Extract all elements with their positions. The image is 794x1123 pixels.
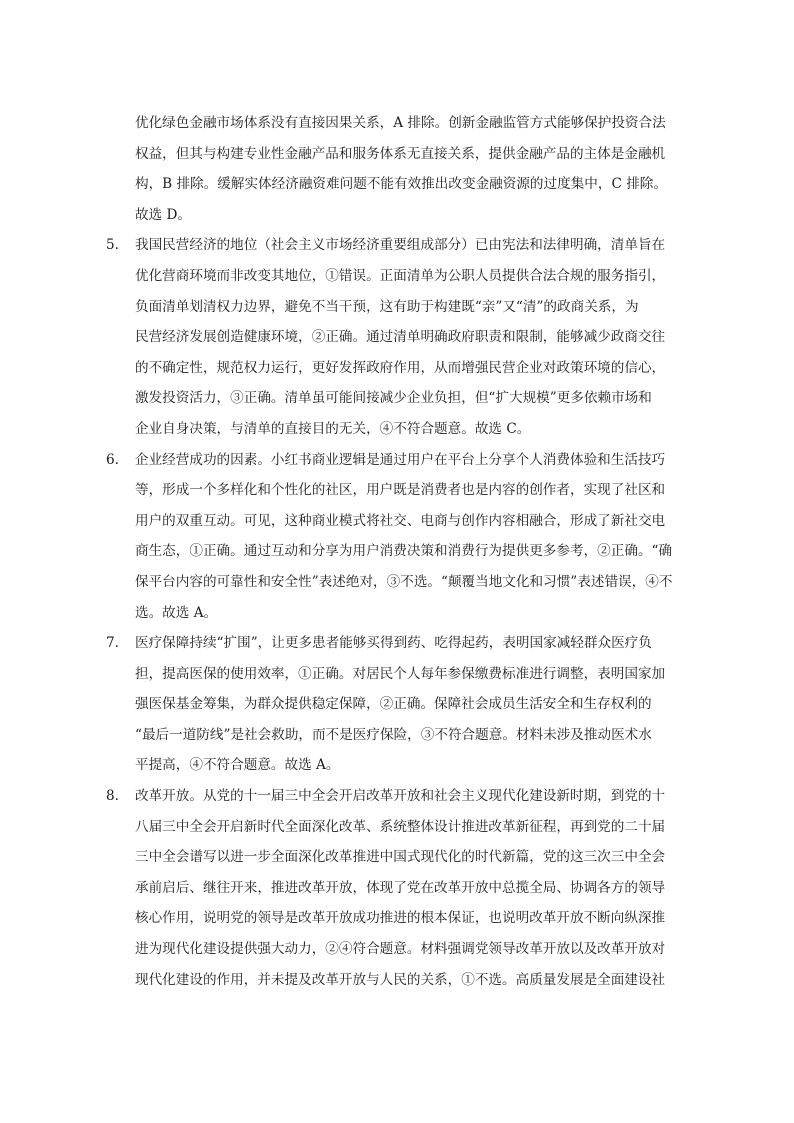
text-line: “最后一道防线”是社会救助，而不是医疗保险，③不符合题意。材料未涉及推动医术水 xyxy=(135,726,652,743)
item-number: 6. xyxy=(106,451,119,468)
item-number: 8. xyxy=(106,788,119,805)
text-line: 进为现代化建设提供强大动力，②④符合题意。材料强调党领导改革开放以及改革开放对 xyxy=(135,941,666,958)
text-line: 改革开放。从党的十一届三中全会开启改革开放和社会主义现代化建设新时期，到党的十 xyxy=(135,788,666,805)
text-line: 构，B 排除。缓解实体经济融资难问题不能有效推出改变金融资源的过度集中，C 排除。 xyxy=(135,176,667,193)
continuation-paragraph xyxy=(106,108,686,230)
text-line: 企业自身决策，与清单的直接目的无关，④不符合题意。故选 C。 xyxy=(135,420,531,437)
text-line: 故选 D。 xyxy=(135,206,192,223)
text-line: 优化绿色金融市场体系没有直接因果关系，A 排除。创新金融监管方式能够保护投资合法 xyxy=(135,115,666,131)
answer-text-body xyxy=(106,108,686,995)
item-number: 7. xyxy=(106,635,119,652)
text-line: 选。故选 A。 xyxy=(135,604,218,621)
text-line: 我国民营经济的地位（社会主义市场经济重要组成部分）已由宪法和法律明确，清单旨在 xyxy=(135,237,666,254)
text-line: 强医保基金筹集，为群众提供稳定保障，②正确。保障社会成员生活安全和生存权利的 xyxy=(135,696,652,713)
answer-item xyxy=(106,445,686,629)
text-line: 现代化建设的作用，并未提及改革开放与人民的关系，①不选。高质量发展是全面建设社 xyxy=(135,971,666,988)
text-line: 等，形成一个多样化和个性化的社区，用户既是消费者也是内容的创作者，实现了社区和 xyxy=(135,482,666,499)
answer-item xyxy=(106,781,686,995)
text-line: 民营经济发展创造健康环境，②正确。通过清单明确政府职责和限制，能够减少政商交往 xyxy=(135,329,666,346)
text-line: 三中全会谱写以进一步全面深化改革推进中国式现代化的时代新篇，党的这三次三中全会 xyxy=(135,849,666,866)
answer-item xyxy=(106,230,686,444)
text-line: 负面清单划清权力边界，避免不当干预，这有助于构建既“亲”又“清”的政商关系，为 xyxy=(135,298,639,315)
text-line: 平提高，④不符合题意。故选 A。 xyxy=(135,757,340,774)
text-line: 企业经营成功的因素。小红书商业逻辑是通过用户在平台上分享个人消费体验和生活技巧 xyxy=(135,451,666,468)
text-line: 核心作用，说明党的领导是改革开放成功推进的根本保证，也说明改革开放不断向纵深推 xyxy=(135,910,666,927)
text-line: 优化营商环境而非改变其地位，①错误。正面清单为公职人员提供合法合规的服务指引， xyxy=(135,267,666,284)
text-line: 医疗保障持续“扩围”，让更多患者能够买得到药、吃得起药，表明国家减轻群众医疗负 xyxy=(135,635,652,652)
text-line: 的不确定性，规范权力运行，更好发挥政府作用，从而增强民营企业对政策环境的信心， xyxy=(135,359,666,376)
text-line: 用户的双重互动。可见，这种商业模式将社交、电商与创作内容相融合，形成了新社交电 xyxy=(135,512,666,529)
text-line: 商生态，①正确。通过互动和分享为用户消费决策和消费行为提供更多参考，②正确。“确 xyxy=(135,543,673,560)
text-line: 担，提高医保的使用效率，①正确。对居民个人每年参保缴费标准进行调整，表明国家加 xyxy=(135,665,666,682)
text-line: 保平台内容的可靠性和安全性”表述绝对，③不选。“颠覆当地文化和习惯”表述错误，④不 xyxy=(135,573,673,590)
text-line: 激发投资活力，③正确。清单虽可能间接减少企业负担，但“扩大规模”更多依赖市场和 xyxy=(135,390,652,407)
answer-item xyxy=(106,628,686,781)
text-line: 承前启后、继往开来，推进改革开放，体现了党在改革开放中总揽全局、协调各方的领导 xyxy=(135,879,666,896)
text-line: 权益，但其与构建专业性金融产品和服务体系无直接关系，提供金融产品的主体是金融机 xyxy=(135,145,666,162)
text-line: 八届三中全会开启新时代全面深化改革、系统整体设计推进改革新征程，再到党的二十届 xyxy=(135,818,666,835)
item-number: 5. xyxy=(106,237,119,254)
